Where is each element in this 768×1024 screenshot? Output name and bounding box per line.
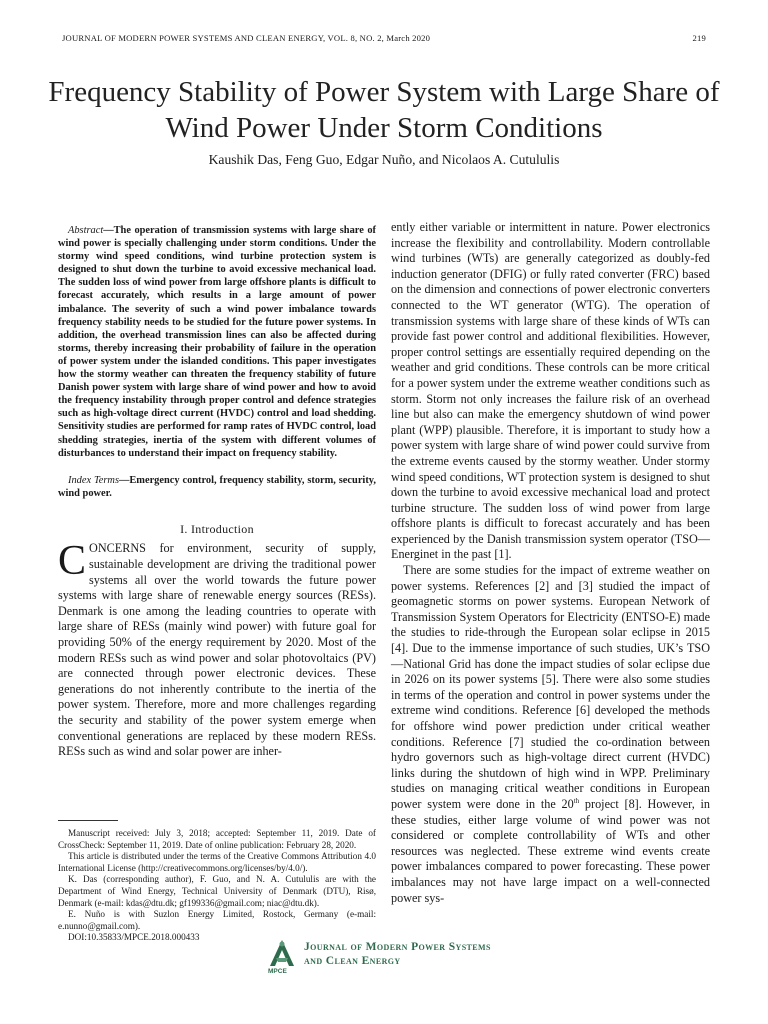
author-list: Kaushik Das, Feng Guo, Edgar Nuño, and Nicolaos A. Cutululis xyxy=(208,152,560,167)
index-terms-text: —Emergency control, frequency stability, storm, security, wind power. xyxy=(58,474,376,499)
journal-header: JOURNAL OF MODERN POWER SYSTEMS AND CLEAN ENERGY, VOL. 8, NO. 2, March 2020 xyxy=(62,33,431,43)
abstract xyxy=(58,224,376,460)
logo-line-2: and Clean Energy xyxy=(304,955,401,967)
left-column xyxy=(58,224,376,760)
running-header xyxy=(62,33,706,43)
footnote-affiliation-1: K. Das (corresponding author), F. Guo, and N. A. Cutululis are with the Department of Wind Energy, Technical University of Denmark (DTU), Risø, Denmark (e-mail: kdas@dtu.dk; gf199336@gmail.com; niac@dtu.dk). xyxy=(58,874,376,908)
footnote-license: This article is distributed under the terms of the Creative Commons Attribution 4.0 International License (http://creativecommons.org/licenses/by/4.0/). xyxy=(58,851,376,873)
body-paragraph-2-part-a: There are some studies for the impact of extreme weather on power systems. References [2] and [3] studied the impact of geomagnetic storms on power systems. European Network of Transmission System Operators for Electricity (ENTSO-E) made the studies to ride-through the European solar eclipse in 2015 [4]. Due to the immense importance of such studies, UK’s TSO—National Grid has done the impact studies of solar eclipse due in 2026 on its power systems [5]. There were also some studies in terms of the operation and control in power systems under the extreme wind conditions. Reference [6] developed the methods for offshore wind power prediction under critical weather conditions. Reference [7] studied the co-ordination between hydro governors such as high-voltage direct current (HVDC) links during the shutdown of high wind in WPP. Preliminary studies on managing critical weather conditions in European power system were done in the 20 xyxy=(391,563,710,811)
drop-cap: C xyxy=(58,538,87,585)
logo-abbreviation: MPCE xyxy=(268,968,287,975)
body-paragraph-1: ently either variable or intermittent in nature. Power electronics increase the flexibility and controllability. Modern controllable wind turbines (WTs) are generally categorized as doubly-fed induction generator (DFIG) or fully rated converter (FRC) based on the dimension and connections of power electronic converters connected to the WT generator (WTG). The operation of transmission systems with large share of these kinds of WTs can provide fast power control and additional flexibilities. However, proper control settings are essentially required depending on the weather and grid conditions. These controls can be more critical for a power system under the extreme weather conditions such as storm. Storm not only increases the failure risk of an overhead line but also can make the emergency shutdown of wind power plant (WPP) plausible. Therefore, it is important to study how a power system with large share of wind power could survive from the extreme events caused by the stormy weather. Under stormy wind speed conditions, WT protection system is designed to shut down the turbine to avoid excessive mechanical load and protect turbine structure. The sudden loss of wind power from large offshore plants is difficult to forecast accurately and has been experienced by the Danish transmission system operator (TSO—Energinet in the past [1]. xyxy=(391,220,710,562)
body-paragraph-2 xyxy=(391,563,710,906)
footnote-rule xyxy=(58,820,118,821)
paper-title: Frequency Stability of Power System with Large Share of Wind Power Under Storm Conditions xyxy=(48,76,720,144)
footnote-affiliation-2: E. Nuño is with Suzlon Energy Limited, Rostock, Germany (e-mail: e.nunno@gmail.com). xyxy=(58,909,376,931)
abstract-label: Abstract xyxy=(68,225,104,236)
right-column xyxy=(391,220,710,906)
mpce-logo-icon xyxy=(262,938,302,972)
superscript-th: th xyxy=(573,796,580,805)
footnotes xyxy=(58,828,376,944)
page-number: 219 xyxy=(692,33,706,43)
logo-text xyxy=(304,940,491,968)
footnote-doi: DOI:10.35833/MPCE.2018.000433 xyxy=(68,932,200,943)
journal-logo xyxy=(262,938,512,978)
index-terms-label: Index Terms xyxy=(68,474,119,486)
body-paragraph-2-part-b: project [8]. However, in these studies, either large volume of wind power was not considered or complete controllability of WTs and other resources was neglected. These extreme wind events create power imbalances compared to power forecasting. These power imbalances may not have large impact on a well-connected power sys- xyxy=(391,796,710,905)
intro-text: ONCERNS for environment, security of supply, sustainable development are driving the traditional power systems all over the world towards the future power systems with large share of renewable energy sources (RESs). Denmark is one among the leading countries to operate with large share of RESs (mainly wind power) with future goal for providing 50% of the energy requirement by 2020. Most of the modern RESs such as wind power and solar photovoltaics (PV) are connected through power electronic devices. These generations do not inherently contribute to the inertia of the power system. Therefore, more and more challenges regarding the security and stability of the power system emerge when conventional generations are replaced by these modern RESs. RESs such as wind and solar power are inher- xyxy=(58,541,376,759)
section-heading: I. Introduction xyxy=(180,521,254,536)
footnote-manuscript: Manuscript received: July 3, 2018; accepted: September 11, 2019. Date of CrossCheck: September 11, 2019. Date of online publication: February 28, 2020. xyxy=(58,828,376,850)
intro-paragraph xyxy=(58,538,376,759)
logo-line-1: Journal of Modern Power Systems xyxy=(304,941,491,953)
abstract-text: —The operation of transmission systems with large share of wind power is specially challenging under storm conditions. Under the stormy wind speed conditions, wind turbine protection system is designed to shut down the turbine to avoid excessive mechanical load. The sudden loss of wind power from large offshore plants is difficult to forecast accurately, which results in a large amount of power imbalance. The severity of such a wind power imbalance towards frequency stability needs to be studied for the future power systems. In addition, the overhead transmission lines can also be affected during storms, thereby increasing their probability of failure in the operation of power system under the islanded conditions. This paper investigates how the stormy weather can threaten the frequency stability of future Danish power system with large share of wind power and how to avoid the frequency instability through proper control and defence strategies such as high-voltage direct current (HVDC) control and load shedding. Sensitivity studies are performed for ramp rates of HVDC control, load shedding strategies, inertia of the system with different volumes of disturbances to understand their impact on frequency stability. xyxy=(58,225,376,459)
index-terms xyxy=(58,474,376,500)
